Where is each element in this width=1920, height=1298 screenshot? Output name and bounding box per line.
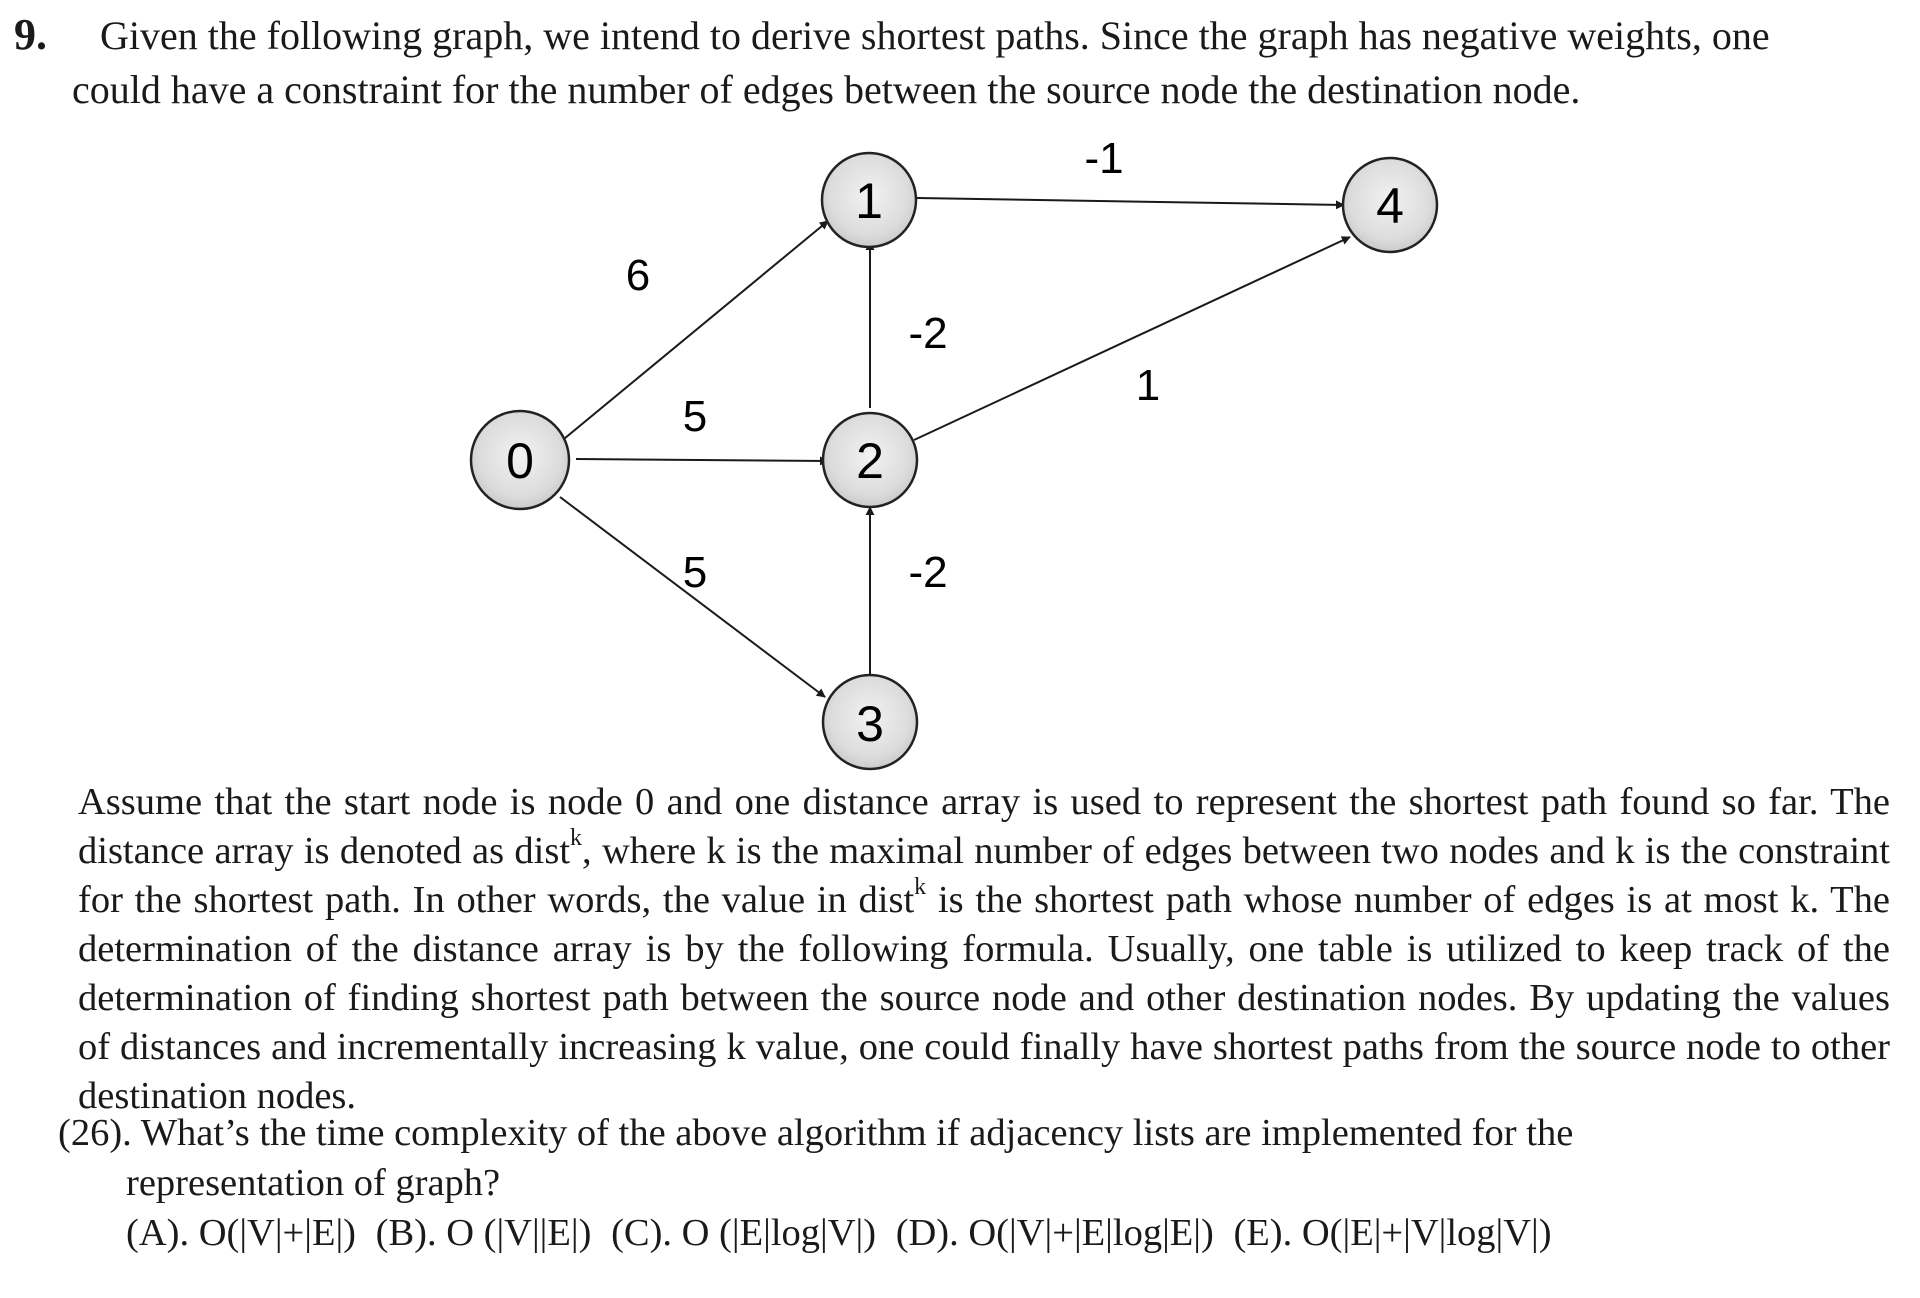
option-d: (D). O(|V|+|E|log|E|) bbox=[895, 1212, 1214, 1254]
option-b: (B). O (|V||E|) bbox=[375, 1212, 592, 1254]
question-text-line1: Given the following graph, we intend to derive shortest paths. Since the graph has negative weights, one bbox=[100, 13, 1770, 58]
node-2 bbox=[823, 413, 917, 507]
dist-superscript-k-2: k bbox=[914, 874, 927, 900]
para-sentence-1: Assume that the start node is node 0 and one distance array is used to represent the shortest path found so far. The distance array is denoted as dist bbox=[78, 781, 1890, 872]
subquestion-line1: (26). What’s the time complexity of the above algorithm if adjacency lists are implemented for the bbox=[58, 1112, 1574, 1154]
weight-0-2: 5 bbox=[682, 392, 708, 441]
question-text-line2: could have a constraint for the number of edges between the source node the destination node. bbox=[72, 67, 1581, 112]
weight-2-4: 1 bbox=[1135, 361, 1161, 410]
edge-0-3 bbox=[560, 497, 825, 697]
node-3 bbox=[823, 675, 917, 769]
para-sentence-3: is the shortest path whose number of edges is at most k. The determination of the distance array is by the following formula. Usually, one table is utilized to keep track of the determination of finding shortest path between the source node and other destination nodes. By updating the values of distances and incrementally increasing k value, one could finally have shortest paths from the source node to other destination nodes. bbox=[78, 879, 1890, 1117]
weight-0-1: 6 bbox=[625, 251, 651, 300]
option-a: (A). O(|V|+|E|) bbox=[126, 1212, 357, 1254]
weight-0-3: 5 bbox=[682, 548, 708, 597]
dist-superscript-k-1: k bbox=[570, 825, 583, 851]
weight-2-1: -2 bbox=[908, 309, 948, 358]
para-sentence-2: , where k is the maximal number of edges between two nodes and k is the constraint for the shortest path. In other words, the value in dist bbox=[78, 830, 1890, 921]
node-3-label: 3 bbox=[856, 696, 884, 752]
node-0 bbox=[471, 411, 569, 509]
node-4 bbox=[1343, 158, 1437, 252]
edge-0-2 bbox=[576, 459, 828, 461]
weight-3-2: -2 bbox=[908, 548, 948, 597]
node-1-label: 1 bbox=[855, 173, 883, 229]
subquestion-line2: representation of graph? bbox=[126, 1162, 501, 1204]
question-number: 9. bbox=[14, 10, 47, 59]
weight-1-4: -1 bbox=[1084, 134, 1124, 183]
subquestion-26 bbox=[58, 1108, 1898, 1208]
option-c: (C). O (|E|log|V|) bbox=[611, 1212, 877, 1254]
answer-options bbox=[126, 1208, 1562, 1258]
node-1 bbox=[822, 153, 916, 247]
node-0-label: 0 bbox=[506, 433, 534, 489]
option-e: (E). O(|E|+|V|log|V|) bbox=[1233, 1212, 1552, 1254]
edge-1-4 bbox=[917, 198, 1344, 205]
edge-2-4 bbox=[914, 237, 1350, 440]
node-4-label: 4 bbox=[1376, 178, 1404, 234]
algorithm-description bbox=[78, 778, 1890, 1121]
node-2-label: 2 bbox=[856, 433, 884, 489]
